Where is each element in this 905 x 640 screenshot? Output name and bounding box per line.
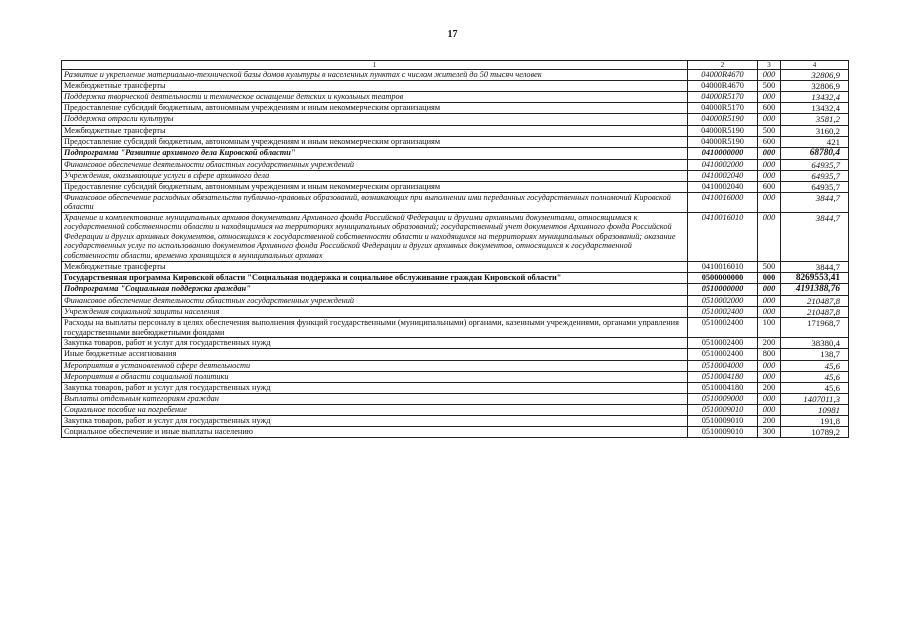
row-type-cell: 500: [758, 125, 781, 136]
row-amount-cell: 3581,2: [781, 114, 849, 125]
row-name-cell: Хранение и комплектование муниципальных архивов документами Архивного фонда Российской Федерации и другими архивными документами, относящимися к государственной собственности области и находящимися на территориях муниципальных образований; государственный учет документов Архивного фонда Российской Федерации и других архивных документов, относящихся к государственной собственности области и находящихся на территориях муниципальных образований; оказание государственных услуг по использованию документов Архивного фонда Российской Федерации и других архивных документов, относящихся к государственной собственности области, временно хранящихся в муниципальных архивах: [62, 212, 688, 261]
row-name-cell: Подпрограмма "Социальная поддержка граждан": [62, 284, 688, 296]
row-amount-cell: 32806,9: [781, 81, 849, 92]
row-type-cell: 000: [758, 307, 781, 318]
row-code-cell: 0510000000: [688, 284, 758, 296]
row-amount-cell: 64935,7: [781, 159, 849, 170]
column-number-4: 4: [781, 61, 849, 70]
row-code-cell: 04000R5170: [688, 92, 758, 103]
row-name-cell: Закупка товаров, работ и услуг для государственных нужд: [62, 382, 688, 393]
row-name-cell: Закупка товаров, работ и услуг для государственных нужд: [62, 416, 688, 427]
row-code-cell: 0410002040: [688, 170, 758, 181]
row-name-cell: Поддержка творческой деятельности и техническое оснащение детских и кукольных театров: [62, 92, 688, 103]
row-type-cell: 200: [758, 382, 781, 393]
row-amount-cell: 3844,7: [781, 192, 849, 212]
row-type-cell: 200: [758, 416, 781, 427]
row-amount-cell: 3844,7: [781, 212, 849, 261]
row-amount-cell: 45,6: [781, 360, 849, 371]
table-row: [62, 181, 849, 192]
table-row: [62, 114, 849, 125]
row-name-cell: Развитие и укрепление материально-технической базы домов культуры в населенных пунктах с числом жителей до 50 тысяч человек: [62, 70, 688, 81]
row-type-cell: 500: [758, 81, 781, 92]
row-amount-cell: 171968,7: [781, 318, 849, 338]
row-amount-cell: 13432,4: [781, 92, 849, 103]
table-row: [62, 382, 849, 393]
table-row: [62, 136, 849, 147]
row-type-cell: 000: [758, 192, 781, 212]
table-row: [62, 92, 849, 103]
table-row: [62, 296, 849, 307]
row-name-cell: Предоставление субсидий бюджетным, автономным учреждениям и иным некоммерческим организациям: [62, 103, 688, 114]
row-amount-cell: 64935,7: [781, 181, 849, 192]
row-code-cell: 0510009010: [688, 416, 758, 427]
row-code-cell: 0410002000: [688, 159, 758, 170]
row-amount-cell: 191,8: [781, 416, 849, 427]
row-name-cell: Социальное обеспечение и иные выплаты населению: [62, 427, 688, 438]
row-amount-cell: 68780,4: [781, 147, 849, 159]
row-name-cell: Выплаты отдельным категориям граждан: [62, 393, 688, 404]
row-code-cell: 0410016010: [688, 261, 758, 272]
table-row: [62, 261, 849, 272]
row-code-cell: 0510002400: [688, 318, 758, 338]
row-amount-cell: 38380,4: [781, 338, 849, 349]
row-type-cell: 000: [758, 170, 781, 181]
row-type-cell: 500: [758, 261, 781, 272]
row-name-cell: Государственная программа Кировской области "Социальная поддержка и социальное обслуживание граждан Кировской области": [62, 272, 688, 284]
row-code-cell: 04000R5170: [688, 103, 758, 114]
table-row: [62, 70, 849, 81]
row-amount-cell: 4191388,76: [781, 284, 849, 296]
table-row: [62, 170, 849, 181]
row-amount-cell: 32806,9: [781, 70, 849, 81]
row-type-cell: 300: [758, 427, 781, 438]
row-name-cell: Мероприятия в установленной сфере деятельности: [62, 360, 688, 371]
row-type-cell: 000: [758, 272, 781, 284]
table-row: [62, 360, 849, 371]
row-amount-cell: 210487,8: [781, 307, 849, 318]
row-type-cell: 000: [758, 159, 781, 170]
row-type-cell: 000: [758, 92, 781, 103]
row-type-cell: 000: [758, 296, 781, 307]
column-number-2: 2: [688, 61, 758, 70]
column-number-row: [62, 61, 849, 70]
table-row: [62, 192, 849, 212]
row-type-cell: 000: [758, 284, 781, 296]
row-type-cell: 000: [758, 371, 781, 382]
row-name-cell: Учреждения, оказывающие услуги в сфере архивного дела: [62, 170, 688, 181]
row-name-cell: Межбюджетные трансферты: [62, 261, 688, 272]
table-row: [62, 125, 849, 136]
page-number: 17: [447, 29, 458, 40]
table-row: [62, 307, 849, 318]
row-amount-cell: 3844,7: [781, 261, 849, 272]
row-type-cell: 000: [758, 393, 781, 404]
row-name-cell: Межбюджетные трансферты: [62, 125, 688, 136]
row-code-cell: 0510002400: [688, 338, 758, 349]
row-code-cell: 0410000000: [688, 147, 758, 159]
row-amount-cell: 10981: [781, 404, 849, 415]
table-row: [62, 416, 849, 427]
table-row: [62, 284, 849, 296]
row-code-cell: 0510004180: [688, 382, 758, 393]
row-amount-cell: 421: [781, 136, 849, 147]
table-row: [62, 147, 849, 159]
row-type-cell: 100: [758, 318, 781, 338]
row-name-cell: Финансовое обеспечение деятельности областных государственных учреждений: [62, 296, 688, 307]
row-type-cell: 000: [758, 404, 781, 415]
row-type-cell: 000: [758, 147, 781, 159]
table-row: [62, 371, 849, 382]
row-amount-cell: 1407011,3: [781, 393, 849, 404]
table-row: [62, 212, 849, 261]
row-code-cell: 0510009010: [688, 404, 758, 415]
row-name-cell: Мероприятия в области социальной политики: [62, 371, 688, 382]
row-code-cell: 0510002000: [688, 296, 758, 307]
column-number-3: 3: [758, 61, 781, 70]
row-amount-cell: 13432,4: [781, 103, 849, 114]
table-row: [62, 338, 849, 349]
row-amount-cell: 210487,8: [781, 296, 849, 307]
table-row: [62, 159, 849, 170]
row-name-cell: Иные бюджетные ассигнования: [62, 349, 688, 360]
row-name-cell: Учреждения социальной защиты населения: [62, 307, 688, 318]
budget-table: [61, 60, 849, 438]
row-name-cell: Расходы на выплаты персоналу в целях обеспечения выполнения функций государственными (муниципальными) органами, казенными учреждениями, органами управления государственными внебюджетными фондами: [62, 318, 688, 338]
row-code-cell: 0500000000: [688, 272, 758, 284]
row-code-cell: 04000R5190: [688, 114, 758, 125]
row-name-cell: Финансовое обеспечение деятельности областных государственных учреждений: [62, 159, 688, 170]
table-row: [62, 404, 849, 415]
row-type-cell: 000: [758, 114, 781, 125]
row-name-cell: Межбюджетные трансферты: [62, 81, 688, 92]
row-name-cell: Подпрограмма "Развитие архивного дела Кировской области": [62, 147, 688, 159]
table-row: [62, 393, 849, 404]
table-row: [62, 103, 849, 114]
row-amount-cell: 45,6: [781, 382, 849, 393]
row-code-cell: 0410016010: [688, 212, 758, 261]
row-name-cell: Закупка товаров, работ и услуг для государственных нужд: [62, 338, 688, 349]
row-code-cell: 0510002400: [688, 307, 758, 318]
row-amount-cell: 45,6: [781, 371, 849, 382]
row-type-cell: 000: [758, 70, 781, 81]
row-code-cell: 0510009000: [688, 393, 758, 404]
table-row: [62, 272, 849, 284]
row-type-cell: 200: [758, 338, 781, 349]
row-name-cell: Предоставление субсидий бюджетным, автономным учреждениям и иным некоммерческим организациям: [62, 181, 688, 192]
row-code-cell: 04000R4670: [688, 81, 758, 92]
row-amount-cell: 64935,7: [781, 170, 849, 181]
row-name-cell: Социальное пособие на погребение: [62, 404, 688, 415]
row-code-cell: 04000R5190: [688, 125, 758, 136]
row-name-cell: Финансовое обеспечение расходных обязательств публично-правовых образований, возникающих при выполнении ими переданных государственных полномочий Кировской области: [62, 192, 688, 212]
row-type-cell: 800: [758, 349, 781, 360]
row-amount-cell: 8269553,41: [781, 272, 849, 284]
row-code-cell: 0410002040: [688, 181, 758, 192]
table-row: [62, 427, 849, 438]
table-row: [62, 318, 849, 338]
row-name-cell: Предоставление субсидий бюджетным, автономным учреждениям и иным некоммерческим организациям: [62, 136, 688, 147]
row-code-cell: 04000R4670: [688, 70, 758, 81]
table-row: [62, 81, 849, 92]
column-number-1: 1: [62, 61, 688, 70]
row-code-cell: 0510002400: [688, 349, 758, 360]
row-amount-cell: 10789,2: [781, 427, 849, 438]
row-amount-cell: 3160,2: [781, 125, 849, 136]
row-type-cell: 600: [758, 103, 781, 114]
row-name-cell: Поддержка отрасли культуры: [62, 114, 688, 125]
row-type-cell: 600: [758, 136, 781, 147]
row-amount-cell: 138,7: [781, 349, 849, 360]
table-row: [62, 349, 849, 360]
row-code-cell: 0510009010: [688, 427, 758, 438]
budget-table-body: [62, 61, 849, 438]
row-code-cell: 0410016000: [688, 192, 758, 212]
row-code-cell: 0510004000: [688, 360, 758, 371]
row-type-cell: 600: [758, 181, 781, 192]
row-type-cell: 000: [758, 360, 781, 371]
row-type-cell: 000: [758, 212, 781, 261]
row-code-cell: 04000R5190: [688, 136, 758, 147]
row-code-cell: 0510004180: [688, 371, 758, 382]
